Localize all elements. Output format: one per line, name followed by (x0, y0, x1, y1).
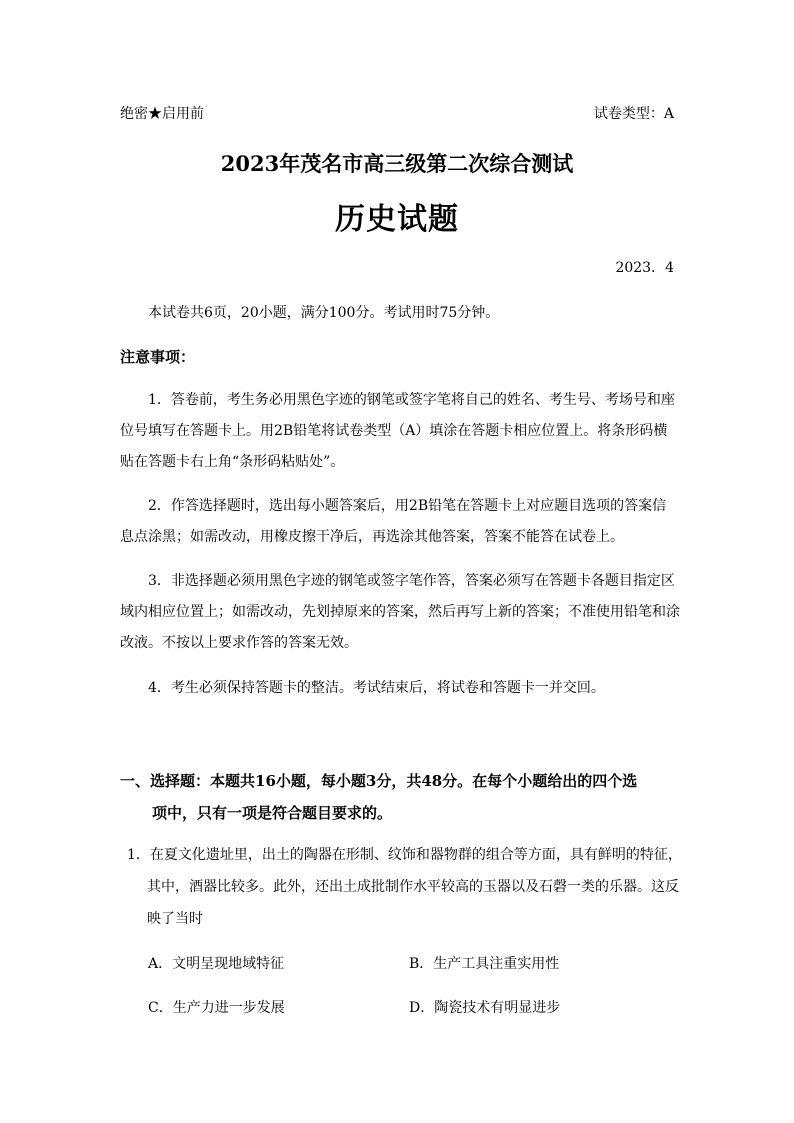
confidential-label: 绝密★启用前 (120, 106, 204, 122)
section-heading-line: 项中，只有一项是符合题目要求的。 (152, 804, 393, 822)
note-line: 1．答卷前，考生务必用黑色字迹的钢笔或签字笔将自己的姓名、考生号、考场号和座 (148, 392, 675, 408)
note-line: 域内相应位置上；如需改动，先划掉原来的答案，然后再写上新的答案；不准使用铅笔和涂 (120, 604, 680, 620)
question-1 (127, 839, 682, 935)
note-line: 2．作答选择题时，选出每小题答案后，用2B铅笔在答题卡上对应题目选项的答案信 (148, 498, 667, 514)
question-line: 映了当时 (147, 911, 203, 927)
option-c: C．生产力进一步发展 (148, 1000, 285, 1016)
option-a: A．文明呈现地域特征 (148, 956, 285, 972)
section-heading (120, 765, 637, 829)
option-b: B．生产工具注重实用性 (409, 956, 560, 972)
exam-title: 2023年茂名市高三级第二次综合测试 (220, 151, 574, 176)
note-line: 3．非选择题必须用黑色字迹的钢笔或签字笔作答，答案必须写在答题卡各题目指定区 (148, 573, 675, 589)
note-line: 息点涂黑；如需改动，用橡皮擦干净后，再选涂其他答案，答案不能答在试卷上。 (120, 529, 624, 545)
note-4 (120, 673, 605, 704)
option-d: D．陶瓷技术有明显进步 (409, 1000, 561, 1016)
subject-title: 历史试题 (335, 202, 459, 237)
section-heading-line: 一、选择题：本题共16小题，每小题3分，共48分。在每个小题给出的四个选 (120, 772, 638, 790)
question-line: 其中，酒器比较多。此外，还出土成批制作水平较高的玉器以及石磬一类的乐器。这反 (147, 879, 679, 895)
note-3 (120, 566, 680, 659)
note-line: 贴在答题卡右上角“条形码粘贴处”。 (120, 454, 345, 470)
question-line: 1．在夏文化遗址里，出土的陶器在形制、纹饰和器物群的组合等方面，具有鲜明的特征， (127, 847, 682, 863)
exam-date: 2023．4 (615, 260, 674, 276)
paper-type-label: 试卷类型：A (593, 106, 674, 122)
note-line: 位号填写在答题卡上。用2B铅笔将试卷类型（A）填涂在答题卡相应位置上。将条形码横 (120, 423, 668, 439)
note-line: 4．考生必须保持答题卡的整洁。考试结束后，将试卷和答题卡一并交回。 (148, 680, 605, 696)
note-line: 改液。不按以上要求作答的答案无效。 (120, 635, 358, 651)
note-2 (120, 491, 666, 553)
notes-heading: 注意事项： (120, 348, 196, 366)
note-1 (120, 385, 675, 478)
exam-intro: 本试卷共6页，20小题，满分100分。考试用时75分钟。 (148, 305, 500, 321)
